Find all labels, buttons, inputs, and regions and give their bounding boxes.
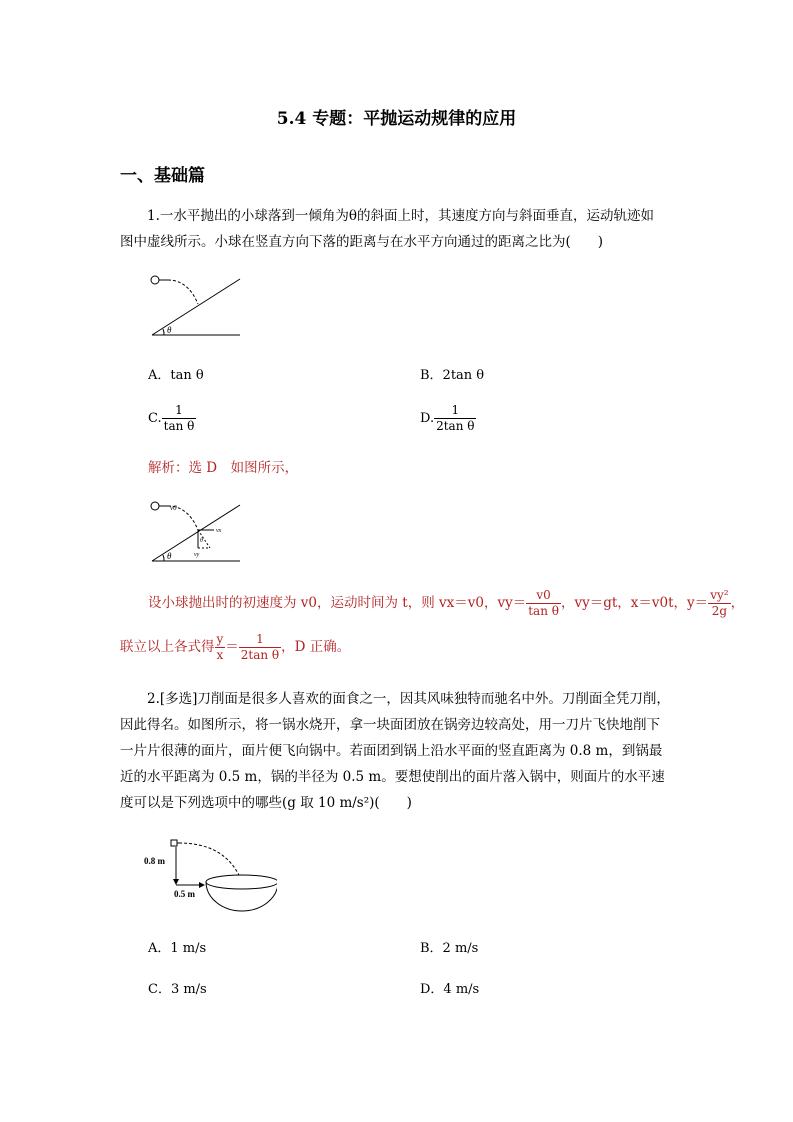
fraction-numerator: 1: [239, 632, 281, 648]
q2-option-c: C．3 m/s: [148, 982, 207, 997]
q2-stem-line5: 度可以是下列选项中的哪些(g 取 10 m/s²)( ): [120, 795, 412, 811]
q1-option-a: A．tan θ: [148, 368, 204, 383]
fraction-denominator: 2tan θ: [240, 648, 280, 662]
q1-stem-line2: 图中虚线所示。小球在竖直方向下落的距离与在水平方向通过的距离之比为( ): [120, 234, 604, 250]
page-title: 5.4 专题：平抛运动规律的应用: [276, 109, 517, 129]
solution-text: 设小球抛出时的初速度为 v0，运动时间为 t，则 vx＝v0，vy＝: [148, 595, 527, 611]
q1-stem-line1: 1.一水平抛出的小球落到一倾角为θ的斜面上时，其速度方向与斜面垂直，运动轨迹如: [147, 208, 655, 224]
solution-text: ＝: [225, 639, 239, 655]
solution-text: ，: [730, 595, 745, 611]
option-prefix: C.: [148, 411, 162, 426]
q2-option-d: D．4 m/s: [420, 982, 480, 997]
dough-icon: [171, 840, 177, 846]
angle-label: θ: [167, 551, 172, 561]
section-heading: 一、基础篇: [120, 166, 205, 186]
q1-incline-figure: [140, 270, 250, 342]
ball-icon: [151, 502, 159, 510]
q1-solution-line1: [148, 588, 744, 619]
angle-label: θ: [167, 325, 172, 335]
angle-label-inner: θ: [200, 538, 203, 544]
ball-icon: [151, 276, 159, 284]
fraction: [708, 588, 730, 619]
distance-label: 0.5 m: [174, 889, 195, 899]
solution-text: ，vy＝gt，x＝v0t，y＝: [560, 595, 709, 611]
q2-option-a: A．1 m/s: [148, 941, 207, 956]
fraction-numerator: 1: [434, 403, 476, 419]
vx-label: vx: [216, 528, 222, 534]
q1-solution-line2: [120, 632, 350, 663]
height-label: 0.8 m: [144, 856, 165, 866]
fraction-denominator: 2g: [711, 604, 728, 618]
fraction: [162, 403, 197, 434]
fraction-denominator: 2tan θ: [436, 419, 475, 433]
fraction-denominator: tan θ: [528, 604, 559, 618]
fraction-denominator: x: [216, 648, 224, 662]
v0-label: v0: [170, 504, 177, 512]
fraction: [215, 632, 226, 663]
q1-solution-figure: [140, 496, 250, 568]
fraction: [434, 403, 476, 434]
fraction-numerator: 1: [162, 403, 197, 419]
fraction: [239, 632, 281, 663]
fraction-denominator: tan θ: [163, 419, 195, 433]
solution-text: 联立以上各式得: [120, 639, 215, 655]
q1-option-b: B．2tan θ: [420, 368, 485, 383]
q2-noodle-figure: [142, 830, 277, 915]
q2-stem-line3: 一片片很薄的面片，面片便飞向锅中。若面团到锅上沿水平面的竖直距离为 0.8 m，到锅最: [120, 743, 663, 759]
q1-option-c: [148, 403, 196, 434]
vy-label: vy: [194, 552, 200, 558]
q2-stem-line1: 2.[多选]刀削面是很多人喜欢的面食之一，因其风味独特而驰名中外。刀削面全凭刀削，: [147, 691, 670, 707]
fraction: [526, 588, 561, 619]
q1-solution-head: 解析：选 D 如图所示，: [148, 460, 299, 476]
q1-option-d: [420, 403, 476, 434]
fraction-numerator: vy²: [710, 588, 729, 602]
option-prefix: D.: [420, 411, 435, 426]
fraction-numerator: y: [216, 632, 224, 646]
q2-stem-line2: 因此得名。如图所示，将一锅水烧开，拿一块面团放在锅旁边较高处，用一刀片飞快地削下: [120, 717, 660, 733]
q2-option-b: B．2 m/s: [420, 941, 479, 956]
q2-stem-line4: 近的水平距离为 0.5 m，锅的半径为 0.5 m。要想使削出的面片落入锅中，则面片的水平速: [120, 769, 665, 785]
solution-text: ，D 正确。: [281, 639, 351, 655]
fraction-numerator: v0: [526, 588, 561, 604]
